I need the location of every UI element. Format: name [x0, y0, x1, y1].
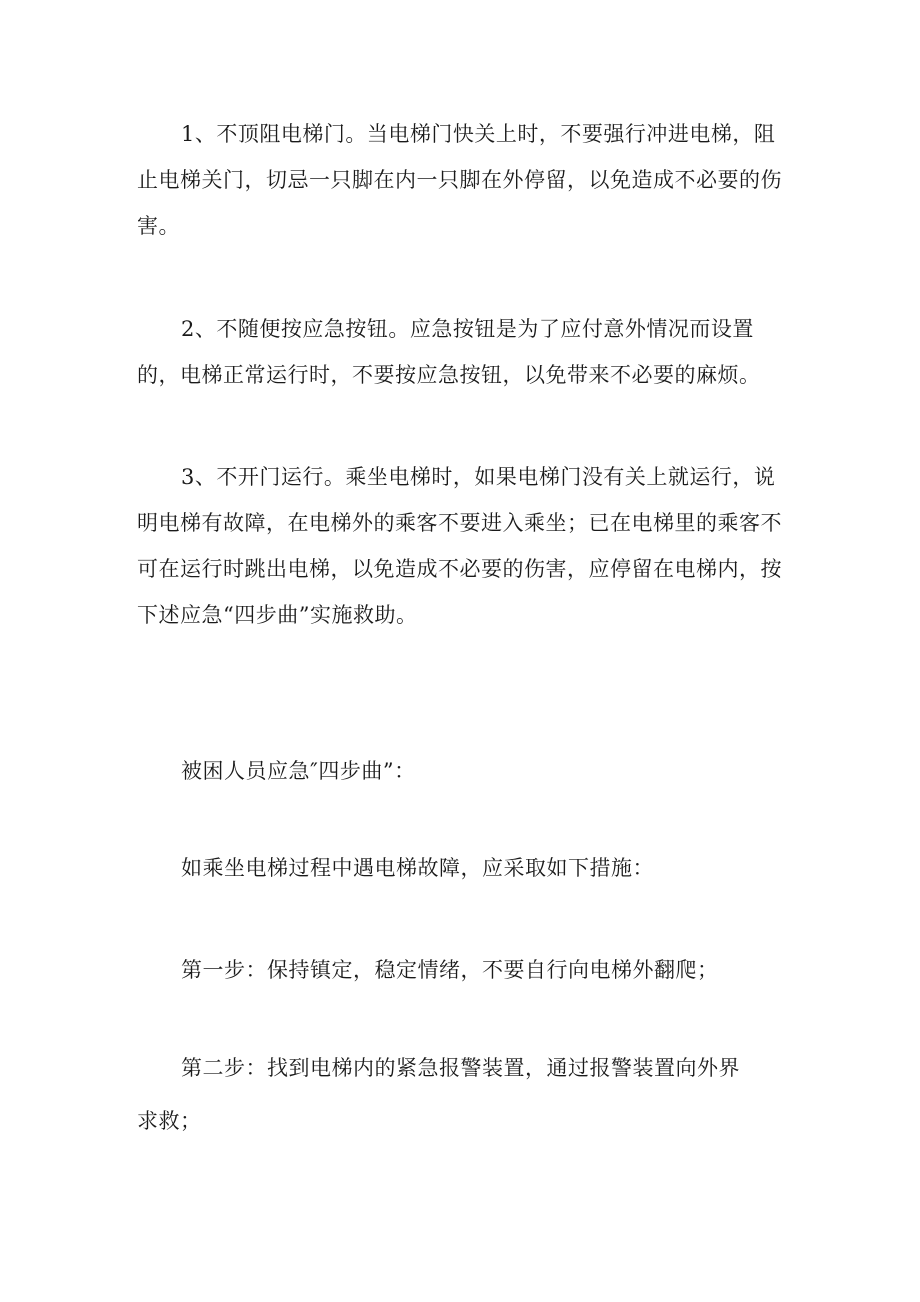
- rule-item-2-line-2: 的，电梯正常运行时，不要按应急按钮，以免带来不必要的麻烦。: [137, 363, 761, 387]
- step-2-line-1: 第二步：找到电梯内的紧急报警装置，通过报警装置向外界: [181, 1056, 740, 1080]
- rule-item-3-line-1: 3、不开门运行。乘坐电梯时，如果电梯门没有关上就运行，说: [181, 465, 776, 489]
- rule-item-1-line-3: 害。: [137, 214, 180, 238]
- intro-text: 如乘坐电梯过程中遇电梯故障，应采取如下措施：: [181, 856, 654, 880]
- rule-item-1-line-2: 止电梯关门，切忌一只脚在内一只脚在外停留，以免造成不必要的伤: [137, 168, 782, 192]
- rule-item-3-line-4: 下述应急“四步曲”实施救助。: [137, 603, 418, 627]
- rule-item-2-line-1: 2、不随便按应急按钮。应急按钮是为了应付意外情况而设置: [181, 317, 754, 341]
- step-2-line-2: 求救；: [137, 1109, 202, 1133]
- step-1-line-1: 第一步：保持镇定，稳定情绪，不要自行向电梯外翻爬；: [181, 958, 719, 982]
- rule-item-1-line-1: 1、不顶阻电梯门。当电梯门快关上时，不要强行冲进电梯，阻: [181, 122, 776, 146]
- section-heading: 被困人员应急″四步曲”：: [181, 759, 416, 783]
- rule-item-3-line-2: 明电梯有故障，在电梯外的乘客不要进入乘坐；已在电梯里的乘客不: [137, 511, 782, 535]
- rule-item-3-line-3: 可在运行时跳出电梯，以免造成不必要的伤害，应停留在电梯内，按: [137, 557, 782, 581]
